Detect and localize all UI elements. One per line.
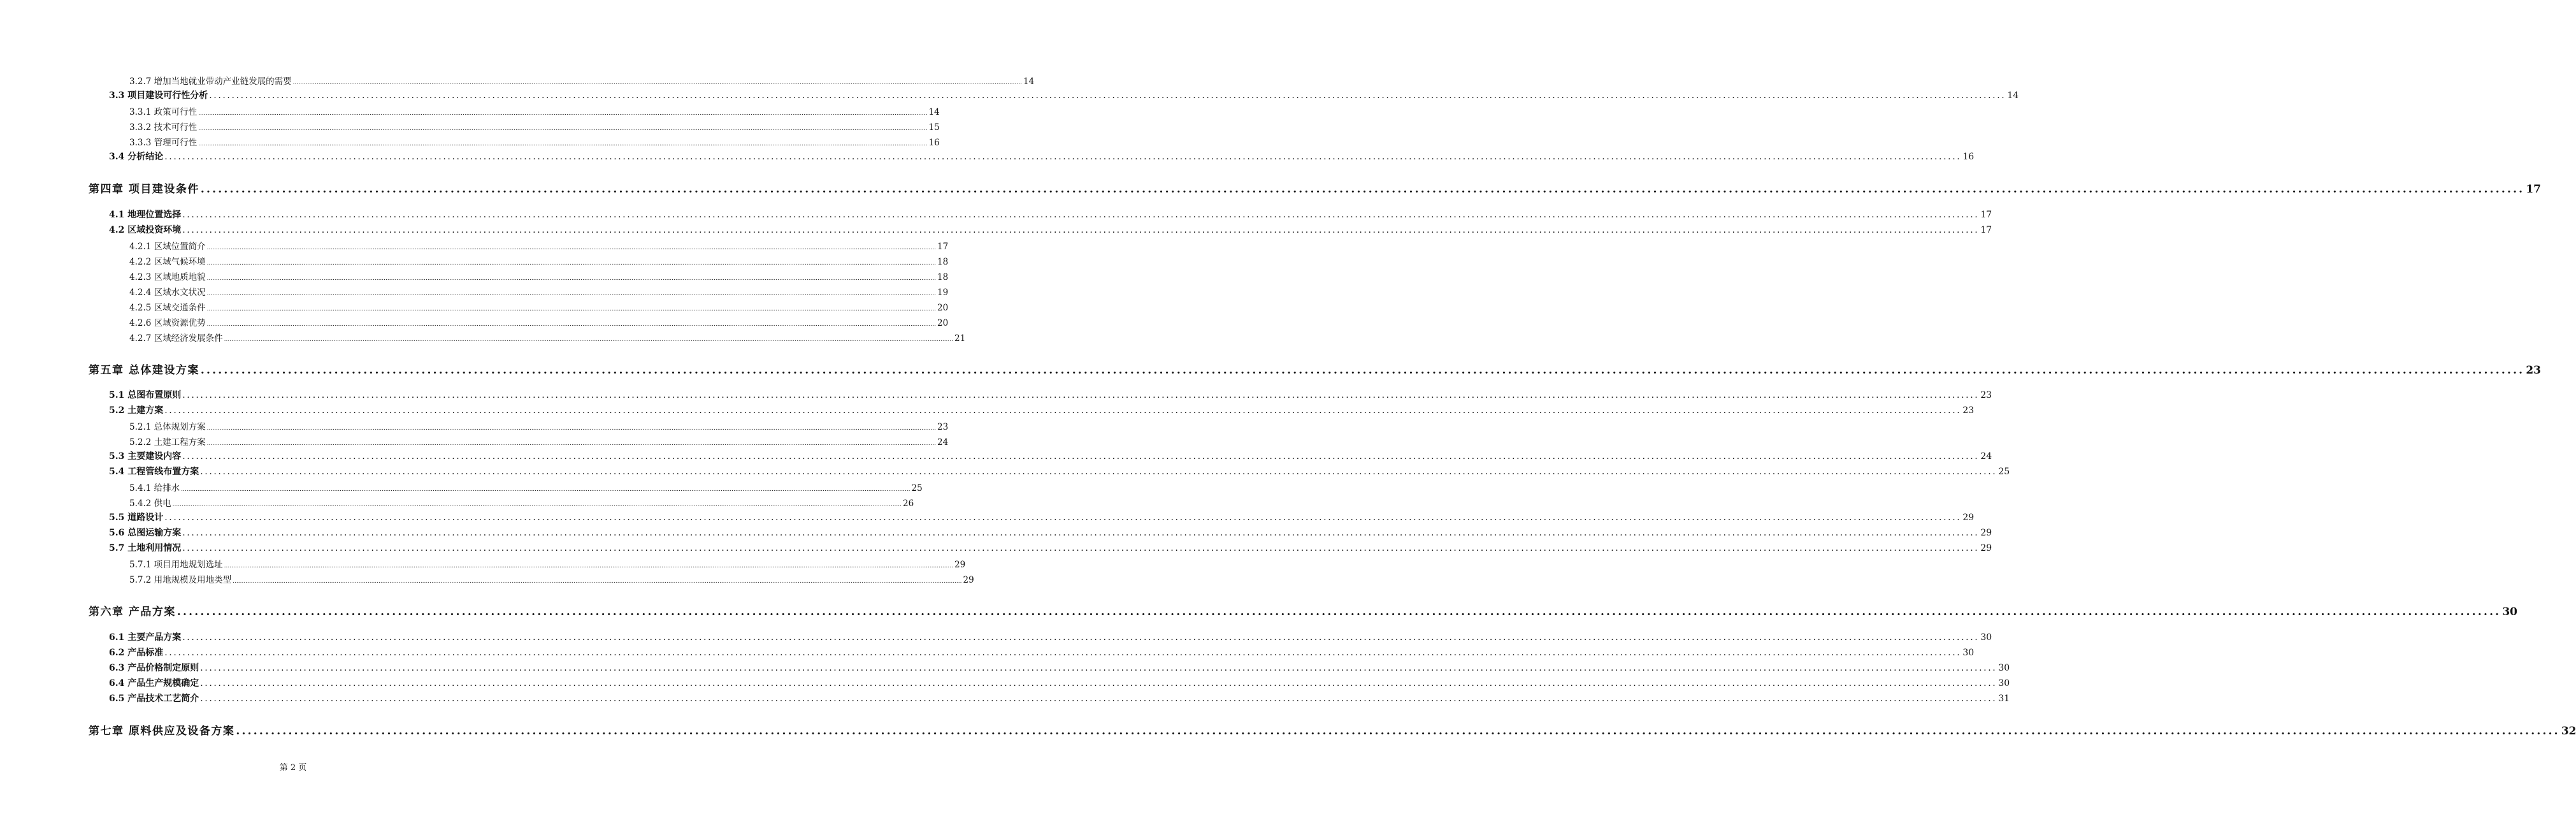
toc-entry-label: 4.2 区域投资环境 [109, 225, 182, 235]
toc-entry[interactable] [129, 239, 949, 252]
toc-page-number: 29 [954, 560, 966, 570]
toc-dot-leader: ................................................................................................................................................................................................................................................................................................................................................................................................................ [236, 725, 2560, 738]
toc-entry-label: 3.2.7 增加当地就业带动产业链发展的需要 [129, 76, 292, 87]
toc-page-number: 29 [1980, 528, 1992, 538]
toc-entry-label: 5.5 道路设计 [109, 513, 164, 523]
toc-entry-label: 6.1 主要产品方案 [109, 632, 182, 643]
toc-entry-label: 5.2.2 土建工程方案 [129, 437, 206, 448]
toc-page-number: 23 [1962, 405, 1975, 416]
toc-page-number: 14 [2007, 91, 2019, 101]
toc-page-number: 29 [1980, 543, 1992, 553]
toc-entry[interactable] [109, 223, 1992, 236]
toc-entry-label: 4.1 地理位置选择 [109, 210, 182, 220]
toc-chapter-label: 第四章 项目建设条件 [89, 183, 199, 196]
toc-page-number: 14 [928, 107, 940, 117]
toc-entry-label: 5.1 总图布置原则 [109, 390, 182, 400]
toc-dot-leader: ................................................................................................................................................................................................................................................................................................................................................................................................................ [206, 291, 936, 297]
toc-entry-label: 5.4 工程管线布置方案 [109, 467, 199, 477]
toc-entry-label: 5.3 主要建设内容 [109, 451, 182, 462]
toc-dot-leader: ................................................................................................................................................................................................................................................................................................................................................................................................................ [164, 405, 1962, 416]
toc-entry[interactable] [109, 676, 2010, 689]
toc-dot-leader: ................................................................................................................................................................................................................................................................................................................................................................................................................ [198, 126, 928, 132]
toc-entry-label: 3.3.2 技术可行性 [129, 122, 198, 133]
toc-entry-label: 5.4.1 给排水 [129, 483, 180, 493]
toc-entry-label: 4.2.5 区域交通条件 [129, 303, 206, 313]
toc-entry[interactable] [109, 526, 1992, 539]
toc-entry-label: 6.2 产品标准 [109, 648, 164, 658]
toc-entry[interactable] [109, 630, 1992, 643]
toc-dot-leader: ................................................................................................................................................................................................................................................................................................................................................................................................................ [182, 210, 1980, 220]
toc-dot-leader: ................................................................................................................................................................................................................................................................................................................................................................................................................ [206, 275, 936, 282]
toc-entry-label: 5.7 土地利用情况 [109, 543, 182, 553]
toc-dot-leader: ................................................................................................................................................................................................................................................................................................................................................................................................................ [198, 141, 928, 147]
toc-entry-label: 6.4 产品生产规模确定 [109, 678, 199, 688]
toc-entry[interactable] [109, 449, 1992, 462]
toc-page-number: 17 [1980, 225, 1992, 235]
toc-entry[interactable] [109, 541, 1992, 554]
toc-dot-leader: ................................................................................................................................................................................................................................................................................................................................................................................................................ [172, 502, 902, 508]
toc-dot-leader: ................................................................................................................................................................................................................................................................................................................................................................................................................ [206, 440, 936, 447]
toc-dot-leader: ................................................................................................................................................................................................................................................................................................................................................................................................................ [200, 678, 1997, 688]
toc-entry[interactable] [129, 120, 940, 133]
toc-dot-leader: ................................................................................................................................................................................................................................................................................................................................................................................................................ [164, 513, 1962, 523]
toc-entry[interactable] [109, 150, 1975, 163]
toc-dot-leader: ................................................................................................................................................................................................................................................................................................................................................................................................................ [200, 364, 2525, 377]
toc-chapter-entry[interactable] [89, 180, 2541, 196]
toc-entry[interactable] [109, 692, 2010, 704]
toc-entry[interactable] [129, 481, 923, 493]
toc-page-number: 25 [1998, 467, 2010, 477]
toc-page-number: 30 [1998, 678, 2010, 688]
toc-dot-leader: ................................................................................................................................................................................................................................................................................................................................................................................................................ [206, 260, 936, 266]
toc-entry[interactable] [109, 465, 2010, 477]
toc-dot-leader: ................................................................................................................................................................................................................................................................................................................................................................................................................ [206, 306, 936, 312]
toc-page-number: 24 [1980, 451, 1992, 462]
toc-page-number: 16 [1962, 152, 1975, 162]
toc-chapter-label: 第五章 总体建设方案 [89, 364, 199, 377]
toc-dot-leader: ................................................................................................................................................................................................................................................................................................................................................................................................................ [200, 183, 2525, 196]
toc-page-number: 17 [1980, 210, 1992, 220]
toc-dot-leader: ................................................................................................................................................................................................................................................................................................................................................................................................................ [176, 606, 2501, 618]
toc-page-number: 26 [903, 499, 914, 509]
toc-entry[interactable] [129, 419, 949, 432]
toc-page-number: 19 [937, 288, 949, 298]
toc-entry[interactable] [109, 511, 1975, 523]
toc-page-number: 18 [937, 272, 949, 282]
toc-entry-label: 5.7.2 用地规模及用地类型 [129, 575, 232, 585]
toc-dot-leader: ................................................................................................................................................................................................................................................................................................................................................................................................................ [164, 648, 1962, 658]
toc-entry[interactable] [109, 388, 1992, 401]
toc-dot-leader: ................................................................................................................................................................................................................................................................................................................................................................................................................ [182, 528, 1980, 538]
toc-dot-leader: ................................................................................................................................................................................................................................................................................................................................................................................................................ [292, 80, 1022, 86]
page-footer [0, 761, 586, 773]
toc-entry[interactable] [129, 572, 974, 585]
toc-dot-leader: ................................................................................................................................................................................................................................................................................................................................................................................................................ [233, 578, 962, 585]
toc-entry[interactable] [129, 135, 940, 148]
toc-entry-label: 5.2 土建方案 [109, 405, 164, 416]
toc-dot-leader: ................................................................................................................................................................................................................................................................................................................................................................................................................ [209, 91, 2006, 101]
toc-page-number: 14 [1023, 76, 1035, 87]
toc-entry[interactable] [109, 208, 1992, 221]
toc-entry[interactable] [109, 661, 2010, 674]
toc-entry-label: 6.3 产品价格制定原则 [109, 663, 199, 673]
toc-dot-leader: ................................................................................................................................................................................................................................................................................................................................................................................................................ [182, 390, 1980, 400]
toc-entry[interactable] [129, 254, 949, 267]
toc-page-number: 16 [928, 138, 940, 148]
toc-chapter-entry[interactable] [89, 361, 2541, 377]
toc-page-number: 20 [937, 318, 949, 328]
toc-page-number: 24 [937, 437, 949, 448]
toc-entry-label: 6.5 产品技术工艺简介 [109, 694, 199, 704]
toc-page-number: 23 [1980, 390, 1992, 400]
toc-entry[interactable] [129, 557, 966, 570]
toc-page-number: 23 [2526, 364, 2541, 377]
toc-dot-leader: ................................................................................................................................................................................................................................................................................................................................................................................................................ [224, 337, 953, 343]
toc-page-number: 29 [1962, 513, 1975, 523]
toc-page-number: 30 [1980, 632, 1992, 643]
toc-dot-leader: ................................................................................................................................................................................................................................................................................................................................................................................................................ [206, 321, 936, 328]
toc-page-number: 29 [963, 575, 974, 585]
toc-chapter-entry[interactable] [89, 602, 2517, 618]
toc-entry-label: 4.2.4 区域水文状况 [129, 288, 206, 298]
toc-entry[interactable] [129, 270, 949, 282]
toc-chapter-label: 第七章 原料供应及设备方案 [89, 725, 235, 738]
toc-page-number: 31 [1998, 694, 2010, 704]
toc-entry-label: 3.3.3 管理可行性 [129, 138, 198, 148]
toc-dot-leader: ................................................................................................................................................................................................................................................................................................................................................................................................................ [181, 486, 910, 493]
toc-page-number: 30 [1962, 648, 1975, 658]
toc-entry-label: 4.2.3 区域地质地貌 [129, 272, 206, 282]
toc-entry[interactable] [109, 89, 2019, 101]
toc-page-number: 30 [1998, 663, 2010, 673]
toc-dot-leader: ................................................................................................................................................................................................................................................................................................................................................................................................................ [200, 694, 1997, 704]
toc-chapter-entry[interactable] [89, 722, 2576, 738]
toc-page-number: 21 [954, 333, 966, 344]
toc-dot-leader: ................................................................................................................................................................................................................................................................................................................................................................................................................ [224, 563, 953, 569]
toc-dot-leader: ................................................................................................................................................................................................................................................................................................................................................................................................................ [198, 110, 928, 117]
toc-entry-label: 3.3.1 政策可行性 [129, 107, 198, 117]
toc-dot-leader: ................................................................................................................................................................................................................................................................................................................................................................................................................ [182, 543, 1980, 553]
toc-entry-label: 5.2.1 总体规划方案 [129, 422, 206, 432]
toc-entry[interactable] [129, 316, 949, 328]
toc-entry-label: 3.3 项目建设可行性分析 [109, 91, 208, 101]
toc-page-number: 17 [937, 242, 949, 252]
toc-entry-label: 5.7.1 项目用地规划选址 [129, 560, 223, 570]
toc-dot-leader: ................................................................................................................................................................................................................................................................................................................................................................................................................ [182, 632, 1980, 643]
toc-dot-leader: ................................................................................................................................................................................................................................................................................................................................................................................................................ [200, 467, 1997, 477]
toc-dot-leader: ................................................................................................................................................................................................................................................................................................................................................................................................................ [182, 225, 1980, 235]
toc-chapter-label: 第六章 产品方案 [89, 606, 176, 618]
toc-page-number: 23 [937, 422, 949, 432]
page-number-label: 第 2 页 [279, 763, 307, 773]
toc-page-number: 25 [911, 483, 923, 493]
toc-entry-label: 5.4.2 供电 [129, 499, 171, 509]
toc-page-number: 20 [937, 303, 949, 313]
toc-entry-label: 5.6 总图运输方案 [109, 528, 182, 538]
toc-page-number: 30 [2502, 606, 2517, 618]
toc-entry[interactable] [109, 404, 1975, 416]
toc-dot-leader: ................................................................................................................................................................................................................................................................................................................................................................................................................ [200, 663, 1997, 673]
toc-entry[interactable] [129, 496, 914, 509]
toc-entry[interactable] [129, 285, 949, 298]
toc-page-number: 18 [937, 257, 949, 267]
toc-entry-label: 4.2.6 区域资源优势 [129, 318, 206, 328]
toc-entry[interactable] [129, 331, 966, 344]
toc-entry[interactable] [129, 300, 949, 313]
toc-entry-label: 3.4 分析结论 [109, 152, 164, 162]
toc-page-number: 15 [928, 122, 940, 133]
toc-entry[interactable] [129, 435, 949, 448]
toc-dot-leader: ................................................................................................................................................................................................................................................................................................................................................................................................................ [182, 451, 1980, 462]
toc-page-number: 32 [2561, 725, 2576, 738]
toc-dot-leader: ................................................................................................................................................................................................................................................................................................................................................................................................................ [206, 245, 936, 251]
toc-dot-leader: ................................................................................................................................................................................................................................................................................................................................................................................................................ [206, 425, 936, 432]
toc-dot-leader: ................................................................................................................................................................................................................................................................................................................................................................................................................ [164, 152, 1962, 162]
toc-entry-label: 4.2.2 区域气候环境 [129, 257, 206, 267]
toc-page-number: 17 [2526, 183, 2541, 196]
toc-entry-label: 4.2.7 区域经济发展条件 [129, 333, 223, 344]
toc-entry-label: 4.2.1 区域位置简介 [129, 242, 206, 252]
toc-entry[interactable] [109, 646, 1975, 659]
toc-entry[interactable] [129, 105, 940, 117]
toc-entry[interactable] [129, 74, 1035, 87]
